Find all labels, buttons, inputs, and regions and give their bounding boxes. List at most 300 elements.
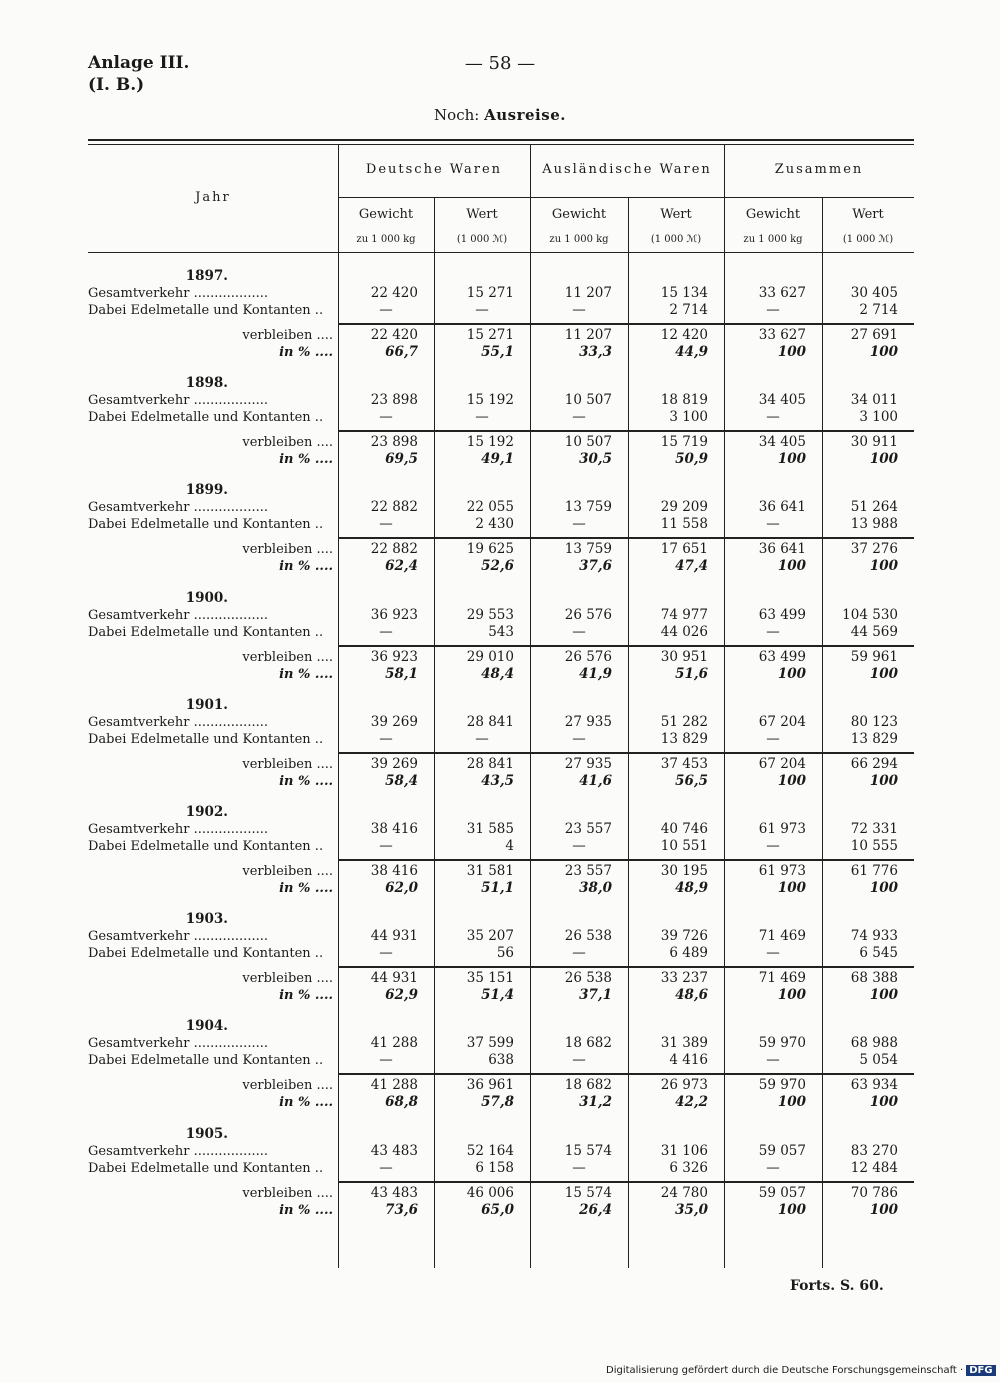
column-subheader: Gewicht: [745, 207, 801, 222]
gesamt-label: Gesamtverkehr ..................: [88, 714, 268, 730]
table-cell-dabei: —: [572, 838, 586, 854]
table-cell-dabei: —: [379, 838, 393, 854]
table-cell-dabei: —: [572, 302, 586, 318]
table-cell-gesamt: 10 507: [564, 392, 612, 409]
table-cell-verbleiben: 66 294: [850, 755, 898, 772]
table-cell-prozent: 100: [777, 880, 806, 896]
verbleiben-label: verbleiben ....: [242, 542, 333, 558]
table-cell-verbleiben: 36 641: [758, 541, 806, 558]
verbleiben-label: verbleiben ....: [242, 971, 333, 987]
annex-title: Anlage III.: [88, 53, 190, 73]
table-cell-dabei: 6 158: [475, 1159, 514, 1176]
table-cell-prozent: 100: [777, 665, 806, 682]
table-cell-prozent: 55,1: [481, 344, 514, 360]
table-cell-prozent: 37,1: [579, 987, 612, 1004]
table-cell-gesamt: 15 134: [660, 285, 708, 301]
table-cell-prozent: 42,2: [675, 1094, 708, 1111]
table-cell-gesamt: 44 931: [370, 928, 418, 945]
table-cell-dabei: 3 100: [669, 409, 708, 426]
dabei-label: Dabei Edelmetalle und Kontanten ..: [88, 731, 324, 747]
section-title: [0, 106, 1000, 124]
table-cell-gesamt: 52 164: [466, 1142, 514, 1159]
table-cell-gesamt: 39 269: [370, 713, 418, 730]
table-cell-dabei: —: [572, 945, 586, 962]
verbleiben-rule: [338, 752, 914, 754]
table-cell-gesamt: 15 192: [466, 392, 514, 409]
verbleiben-label: verbleiben ....: [242, 1185, 333, 1201]
prozent-label: in % ....: [279, 881, 333, 896]
table-cell-dabei: —: [379, 409, 393, 426]
verbleiben-rule: [338, 966, 914, 968]
table-cell-prozent: 37,6: [579, 558, 612, 575]
table-cell-verbleiben: 33 237: [660, 970, 708, 987]
header-bottom-rule: [88, 252, 914, 253]
column-group-header: Ausländische Waren: [542, 162, 712, 177]
table-cell-dabei: —: [766, 516, 780, 533]
table-cell-gesamt: 71 469: [758, 928, 806, 945]
table-cell-gesamt: 28 841: [466, 713, 514, 730]
table-cell-gesamt: 22 055: [466, 499, 514, 516]
dabei-label: Dabei Edelmetalle und Kontanten ..: [88, 839, 324, 854]
column-subheader: Wert: [852, 207, 884, 222]
table-cell-dabei: —: [766, 730, 780, 747]
column-header-jahr: Jahr: [195, 190, 231, 205]
table-cell-dabei: 10 551: [660, 838, 708, 854]
verbleiben-rule: [338, 645, 914, 647]
prozent-label: in % ....: [279, 773, 333, 789]
table-cell-verbleiben: 63 499: [758, 648, 806, 665]
verbleiben-rule: [338, 859, 914, 861]
table-cell-verbleiben: 38 416: [370, 863, 418, 879]
gesamt-label: Gesamtverkehr ..................: [88, 929, 268, 945]
table-cell-verbleiben: 39 269: [370, 755, 418, 772]
prozent-label: in % ....: [279, 666, 333, 682]
table-cell-prozent: 31,2: [579, 1094, 612, 1111]
table-cell-dabei: —: [379, 302, 393, 318]
table-cell-verbleiben: 24 780: [660, 1184, 708, 1201]
table-cell-prozent: 58,4: [385, 772, 418, 789]
table-cell-verbleiben: 15 574: [564, 1184, 612, 1201]
year-label: 1903.: [185, 911, 228, 928]
section-name: Ausreise.: [484, 106, 566, 124]
table-cell-verbleiben: 27 691: [850, 327, 898, 343]
table-cell-dabei: 4 416: [669, 1052, 708, 1069]
table-cell-gesamt: 72 331: [850, 821, 898, 837]
gesamt-label: Gesamtverkehr ..................: [88, 286, 268, 301]
table-cell-verbleiben: 15 271: [466, 327, 514, 343]
table-cell-verbleiben: 61 776: [850, 863, 898, 879]
table-cell-dabei: —: [766, 1159, 780, 1176]
table-cell-dabei: —: [475, 409, 489, 426]
table-top-rule-2: [88, 144, 914, 145]
table-cell-verbleiben: 31 581: [466, 863, 514, 879]
table-cell-dabei: —: [572, 516, 586, 533]
section-prefix: Noch:: [434, 106, 480, 124]
table-cell-prozent: 50,9: [675, 451, 708, 468]
table-cell-verbleiben: 37 453: [660, 755, 708, 772]
dabei-label: Dabei Edelmetalle und Kontanten ..: [88, 303, 324, 318]
table-cell-verbleiben: 17 651: [660, 541, 708, 558]
table-cell-prozent: 49,1: [481, 451, 514, 468]
table-cell-verbleiben: 33 627: [758, 327, 806, 343]
table-cell-prozent: 100: [777, 772, 806, 789]
table-cell-gesamt: 26 538: [564, 928, 612, 945]
table-top-rule-1: [88, 139, 914, 141]
table-cell-gesamt: 51 282: [660, 713, 708, 730]
table-cell-prozent: 33,3: [579, 344, 612, 360]
table-cell-verbleiben: 28 841: [466, 755, 514, 772]
column-subheader: Gewicht: [551, 207, 607, 222]
dabei-label: Dabei Edelmetalle und Kontanten ..: [88, 410, 324, 426]
year-label: 1900.: [185, 589, 228, 606]
table-cell-prozent: 100: [777, 344, 806, 360]
table-cell-dabei: 6 326: [669, 1159, 708, 1176]
table-cell-prozent: 48,4: [481, 665, 514, 682]
table-cell-gesamt: 41 288: [370, 1035, 418, 1052]
table-cell-gesamt: 59 057: [758, 1142, 806, 1159]
table-cell-prozent: 100: [869, 1201, 898, 1218]
table-cell-dabei: —: [475, 302, 489, 318]
table-cell-gesamt: 22 420: [370, 285, 418, 301]
table-cell-verbleiben: 10 507: [564, 434, 612, 451]
table-cell-prozent: 41,9: [579, 665, 612, 682]
table-cell-prozent: 26,4: [579, 1201, 612, 1218]
table-cell-verbleiben: 26 973: [660, 1077, 708, 1094]
table-cell-prozent: 100: [777, 451, 806, 468]
year-label: 1899.: [185, 482, 228, 499]
table-cell-verbleiben: 63 934: [850, 1077, 898, 1094]
table-cell-prozent: 51,1: [481, 880, 514, 896]
gesamt-label: Gesamtverkehr ..................: [88, 1143, 268, 1159]
table-cell-prozent: 62,4: [385, 558, 418, 575]
continuation-note: Forts. S. 60.: [790, 1278, 884, 1294]
table-cell-prozent: 65,0: [481, 1201, 514, 1218]
table-cell-dabei: —: [379, 516, 393, 533]
table-cell-prozent: 43,5: [481, 772, 514, 789]
table-cell-dabei: —: [572, 1052, 586, 1069]
column-subheader: Gewicht: [358, 207, 414, 222]
year-label: 1898.: [185, 375, 228, 392]
table-cell-gesamt: 61 973: [758, 821, 806, 837]
table-cell-dabei: —: [572, 409, 586, 426]
year-label: 1901.: [185, 696, 228, 713]
dabei-label: Dabei Edelmetalle und Kontanten ..: [88, 517, 324, 533]
table-cell-verbleiben: 26 538: [564, 970, 612, 987]
table-cell-gesamt: 18 682: [564, 1035, 612, 1052]
table-cell-verbleiben: 44 931: [370, 970, 418, 987]
column-unit: zu 1 000 kg: [356, 234, 416, 245]
table-cell-dabei: 543: [488, 623, 514, 640]
table-cell-dabei: 5 054: [859, 1052, 898, 1069]
table-cell-gesamt: 68 988: [850, 1035, 898, 1052]
table-cell-verbleiben: 30 195: [660, 863, 708, 879]
table-cell-dabei: —: [766, 945, 780, 962]
table-cell-dabei: —: [475, 730, 489, 747]
table-cell-gesamt: 34 405: [758, 392, 806, 409]
table-cell-verbleiben: 71 469: [758, 970, 806, 987]
table-cell-dabei: 2 714: [859, 302, 898, 318]
gesamt-label: Gesamtverkehr ..................: [88, 607, 268, 623]
table-cell-gesamt: 11 207: [564, 285, 612, 301]
table-cell-prozent: 52,6: [481, 558, 514, 575]
table-cell-verbleiben: 59 970: [758, 1077, 806, 1094]
table-cell-verbleiben: 15 192: [466, 434, 514, 451]
table-cell-gesamt: 43 483: [370, 1142, 418, 1159]
table-cell-verbleiben: 15 719: [660, 434, 708, 451]
table-cell-gesamt: 36 923: [370, 606, 418, 623]
table-cell-verbleiben: 34 405: [758, 434, 806, 451]
table-cell-verbleiben: 67 204: [758, 755, 806, 772]
table-cell-dabei: 44 026: [660, 623, 708, 640]
table-cell-prozent: 100: [869, 772, 898, 789]
table-cell-gesamt: 39 726: [660, 928, 708, 945]
table-cell-gesamt: 63 499: [758, 606, 806, 623]
table-cell-prozent: 48,9: [675, 880, 708, 896]
table-cell-gesamt: 36 641: [758, 499, 806, 516]
column-unit: (1 000 ℳ): [650, 234, 702, 245]
gesamt-label: Gesamtverkehr ..................: [88, 822, 268, 837]
table-cell-prozent: 100: [777, 987, 806, 1004]
table-cell-dabei: —: [379, 945, 393, 962]
table-cell-verbleiben: 27 935: [564, 755, 612, 772]
annex-label: [88, 52, 189, 96]
table-cell-dabei: —: [766, 838, 780, 854]
table-cell-dabei: —: [766, 1052, 780, 1069]
table-cell-gesamt: 83 270: [850, 1142, 898, 1159]
gesamt-label: Gesamtverkehr ..................: [88, 1036, 268, 1052]
table-cell-verbleiben: 59 961: [850, 648, 898, 665]
table-cell-dabei: —: [766, 302, 780, 318]
table-cell-prozent: 58,1: [385, 665, 418, 682]
table-cell-gesamt: 80 123: [850, 713, 898, 730]
table-cell-prozent: 44,9: [675, 344, 708, 360]
page-number: — 58 —: [464, 53, 536, 74]
table-cell-prozent: 100: [869, 665, 898, 682]
table-cell-dabei: 6 545: [859, 945, 898, 962]
table-cell-verbleiben: 11 207: [564, 327, 612, 343]
table-cell-dabei: 2 714: [669, 302, 708, 318]
table-cell-prozent: 56,5: [675, 772, 708, 789]
year-label: 1897.: [185, 268, 228, 284]
annex-subtitle: (I. B.): [88, 75, 145, 95]
table-cell-prozent: 62,0: [385, 880, 418, 896]
table-cell-verbleiben: 23 557: [564, 863, 612, 879]
table-cell-dabei: —: [572, 623, 586, 640]
table-cell-dabei: 6 489: [669, 945, 708, 962]
table-cell-verbleiben: 19 625: [466, 541, 514, 558]
column-group-header: Deutsche Waren: [365, 162, 503, 177]
verbleiben-rule: [338, 1073, 914, 1075]
table-cell-gesamt: 35 207: [466, 928, 514, 945]
table-cell-prozent: 66,7: [385, 344, 418, 360]
table-cell-gesamt: 29 209: [660, 499, 708, 516]
verbleiben-label: verbleiben ....: [242, 328, 333, 343]
table-cell-verbleiben: 59 057: [758, 1184, 806, 1201]
table-cell-prozent: 48,6: [675, 987, 708, 1004]
dfg-logo: DFG: [966, 1365, 995, 1376]
table-cell-verbleiben: 46 006: [466, 1184, 514, 1201]
table-cell-verbleiben: 22 882: [370, 541, 418, 558]
gesamt-label: Gesamtverkehr ..................: [88, 393, 268, 409]
table-cell-gesamt: 23 898: [370, 392, 418, 409]
table-cell-gesamt: 23 557: [564, 821, 612, 837]
table-cell-prozent: 100: [869, 344, 898, 360]
table-cell-dabei: 56: [496, 945, 514, 962]
column-unit: zu 1 000 kg: [743, 234, 803, 245]
table-cell-prozent: 100: [777, 1201, 806, 1218]
prozent-label: in % ....: [279, 1202, 333, 1218]
table-cell-dabei: 11 558: [660, 516, 708, 533]
table-cell-dabei: 3 100: [859, 409, 898, 426]
verbleiben-label: verbleiben ....: [242, 756, 333, 772]
prozent-label: in % ....: [279, 559, 333, 575]
table-cell-dabei: —: [379, 1052, 393, 1069]
table-cell-verbleiben: 37 276: [850, 541, 898, 558]
verbleiben-rule: [338, 537, 914, 539]
prozent-label: in % ....: [279, 452, 333, 468]
table-cell-prozent: 100: [777, 1094, 806, 1111]
table-cell-gesamt: 37 599: [466, 1035, 514, 1052]
table-cell-prozent: 69,5: [385, 451, 418, 468]
verbleiben-label: verbleiben ....: [242, 1078, 333, 1094]
table-cell-dabei: —: [766, 623, 780, 640]
column-unit: (1 000 ℳ): [842, 234, 894, 245]
table-cell-verbleiben: 36 961: [466, 1077, 514, 1094]
table-cell-gesamt: 18 819: [660, 392, 708, 409]
table-cell-verbleiben: 29 010: [466, 648, 514, 665]
column-subheader: Wert: [660, 207, 692, 222]
table-cell-dabei: 2 430: [475, 516, 514, 533]
verbleiben-label: verbleiben ....: [242, 649, 333, 665]
table-cell-dabei: 10 555: [850, 838, 898, 854]
dabei-label: Dabei Edelmetalle und Kontanten ..: [88, 624, 324, 640]
dabei-label: Dabei Edelmetalle und Kontanten ..: [88, 1053, 324, 1069]
table-cell-dabei: —: [572, 1159, 586, 1176]
table-cell-verbleiben: 43 483: [370, 1184, 418, 1201]
dfg-footer: [606, 1365, 996, 1376]
table-cell-gesamt: 22 882: [370, 499, 418, 516]
table-cell-dabei: 13 829: [660, 730, 708, 747]
table-cell-verbleiben: 22 420: [370, 327, 418, 343]
table-cell-prozent: 38,0: [579, 880, 612, 896]
table-cell-gesamt: 74 977: [660, 606, 708, 623]
verbleiben-label: verbleiben ....: [242, 435, 333, 451]
table-cell-verbleiben: 61 973: [758, 863, 806, 879]
table-cell-dabei: 13 988: [850, 516, 898, 533]
table-cell-gesamt: 33 627: [758, 285, 806, 301]
year-label: 1905.: [185, 1125, 228, 1142]
table-cell-verbleiben: 12 420: [660, 327, 708, 343]
table-cell-gesamt: 59 970: [758, 1035, 806, 1052]
column-unit: (1 000 ℳ): [456, 234, 508, 245]
table-cell-dabei: —: [379, 730, 393, 747]
table-cell-gesamt: 51 264: [850, 499, 898, 516]
table-cell-verbleiben: 30 911: [850, 434, 898, 451]
table-cell-dabei: 4: [505, 838, 514, 854]
table-cell-prozent: 73,6: [385, 1201, 418, 1218]
column-group-header: Zusammen: [774, 162, 864, 177]
table-cell-gesamt: 31 389: [660, 1035, 708, 1052]
table-cell-prozent: 51,4: [481, 987, 514, 1004]
table-cell-verbleiben: 18 682: [564, 1077, 612, 1094]
table-cell-prozent: 100: [869, 558, 898, 575]
table-cell-verbleiben: 68 388: [850, 970, 898, 987]
year-label: 1902.: [185, 804, 228, 820]
table-cell-dabei: 638: [488, 1052, 514, 1069]
table-cell-prozent: 100: [869, 451, 898, 468]
table-cell-gesamt: 31 106: [660, 1142, 708, 1159]
table-cell-gesamt: 31 585: [466, 821, 514, 837]
table-cell-gesamt: 74 933: [850, 928, 898, 945]
table-cell-prozent: 57,8: [481, 1094, 514, 1111]
table-cell-dabei: 44 569: [850, 623, 898, 640]
table-cell-gesamt: 15 271: [466, 285, 514, 301]
table-cell-dabei: —: [379, 623, 393, 640]
table-cell-prozent: 35,0: [675, 1201, 708, 1218]
table-cell-gesamt: 13 759: [564, 499, 612, 516]
table-cell-prozent: 68,8: [385, 1094, 418, 1111]
table-cell-dabei: 12 484: [850, 1159, 898, 1176]
table-cell-gesamt: 30 405: [850, 285, 898, 301]
table-cell-prozent: 47,4: [675, 558, 708, 575]
table-cell-verbleiben: 26 576: [564, 648, 612, 665]
table-cell-gesamt: 27 935: [564, 713, 612, 730]
prozent-label: in % ....: [279, 988, 333, 1004]
dabei-label: Dabei Edelmetalle und Kontanten ..: [88, 1160, 324, 1176]
table-cell-prozent: 100: [777, 558, 806, 575]
verbleiben-rule: [338, 323, 914, 325]
table-cell-gesamt: 34 011: [850, 392, 898, 409]
verbleiben-label: verbleiben ....: [242, 864, 333, 879]
dfg-text: Digitalisierung gefördert durch die Deutsche Forschungsgemeinschaft ·: [606, 1365, 964, 1376]
table-cell-dabei: 13 829: [850, 730, 898, 747]
table-cell-verbleiben: 30 951: [660, 648, 708, 665]
table-cell-prozent: 30,5: [579, 451, 612, 468]
table-cell-gesamt: 29 553: [466, 606, 514, 623]
table-cell-dabei: —: [379, 1159, 393, 1176]
table-cell-gesamt: 40 746: [660, 821, 708, 837]
table-cell-verbleiben: 70 786: [850, 1184, 898, 1201]
verbleiben-rule: [338, 1181, 914, 1183]
table-cell-verbleiben: 36 923: [370, 648, 418, 665]
table-cell-prozent: 100: [869, 987, 898, 1004]
table-cell-verbleiben: 13 759: [564, 541, 612, 558]
prozent-label: in % ....: [279, 345, 333, 360]
table-cell-gesamt: 15 574: [564, 1142, 612, 1159]
table-cell-verbleiben: 41 288: [370, 1077, 418, 1094]
dabei-label: Dabei Edelmetalle und Kontanten ..: [88, 946, 324, 962]
table-cell-gesamt: 67 204: [758, 713, 806, 730]
table-cell-dabei: —: [766, 409, 780, 426]
table-cell-prozent: 62,9: [385, 987, 418, 1004]
table-cell-prozent: 41,6: [579, 772, 612, 789]
table-cell-prozent: 100: [869, 880, 898, 896]
table-cell-gesamt: 26 576: [564, 606, 612, 623]
verbleiben-rule: [338, 430, 914, 432]
table-cell-verbleiben: 35 151: [466, 970, 514, 987]
group-header-rule: [338, 197, 914, 198]
table-cell-prozent: 51,6: [675, 665, 708, 682]
table-cell-prozent: 100: [869, 1094, 898, 1111]
table-cell-gesamt: 104 530: [842, 606, 898, 623]
prozent-label: in % ....: [279, 1095, 333, 1111]
table-cell-verbleiben: 23 898: [370, 434, 418, 451]
table-cell-gesamt: 38 416: [370, 821, 418, 837]
year-label: 1904.: [185, 1018, 228, 1035]
table-cell-dabei: —: [572, 730, 586, 747]
gesamt-label: Gesamtverkehr ..................: [88, 500, 268, 516]
column-unit: zu 1 000 kg: [549, 234, 609, 245]
